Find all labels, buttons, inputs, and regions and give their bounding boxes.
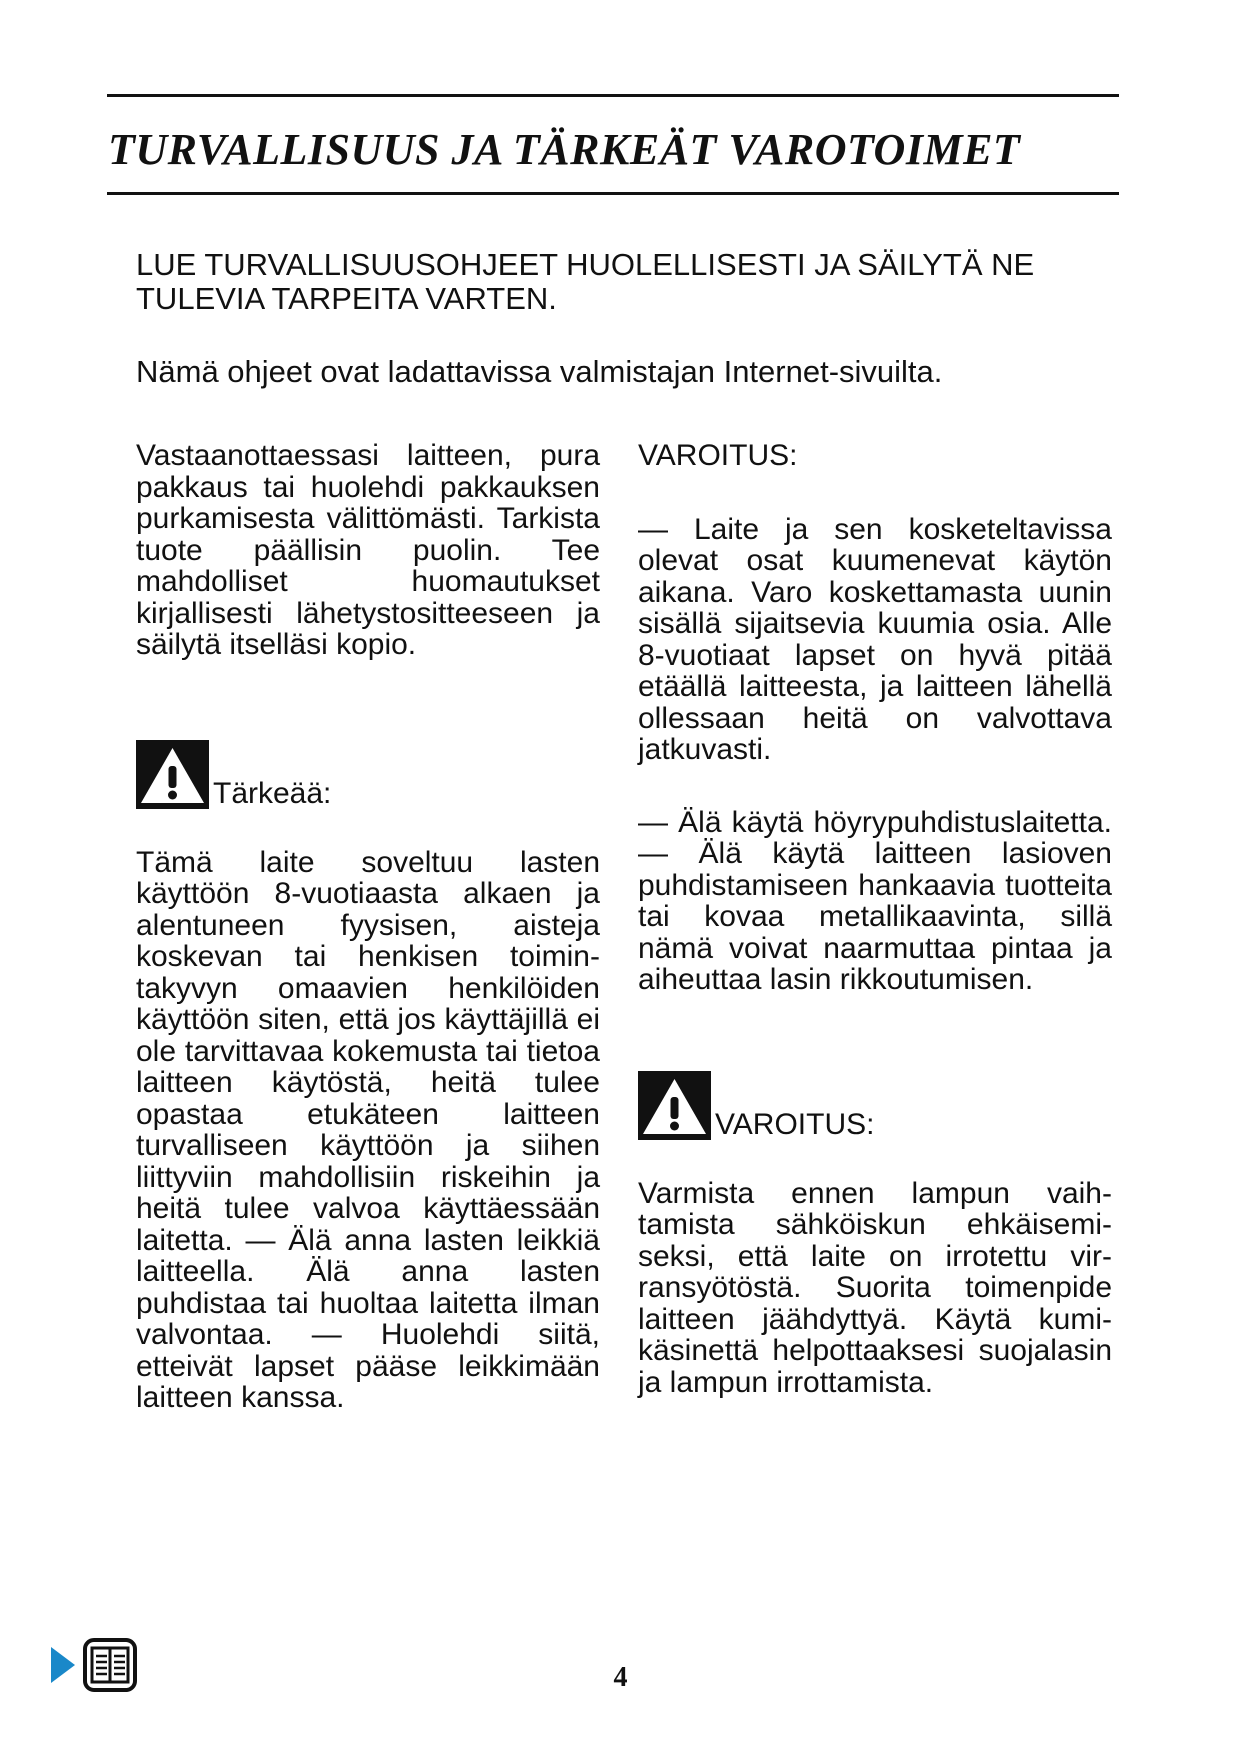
header-rule-top [107, 94, 1119, 97]
right-column [638, 440, 1112, 1398]
header-rule-bottom [107, 192, 1119, 195]
important-label: Tärkeää: [213, 776, 332, 810]
left-column [136, 440, 600, 1414]
page-number: 4 [613, 1662, 628, 1693]
lamp-paragraph: Varmista ennen lampun vaihtamista sähköiskun ehkäisemiseksi, että laite on irrotettu virransyötöstä. Suorita toimenpide laitteen jäähdyttyä. Käytä kumikäsinettä helpottaaksesi suojalasin ja lampun irrottamista. [638, 1176, 1112, 1399]
lamp-warning-heading [638, 1071, 1112, 1140]
receiving-paragraph: Vastaanottaessasi laitteen, pura pakkaus tai huolehdi pakkauksen purkamisesta välittömästi. Tarkista tuote päällisin puolin. Tee mahdolliset huomautukset kirjallisesti lähetystositteeseen ja säilytä itselläsi kopio. [136, 439, 600, 661]
page-title: TURVALLISUUS JA TÄRKEÄT VAROTOIMET [108, 125, 1021, 174]
lamp-warning-label: VAROITUS: [715, 1107, 875, 1141]
warning-triangle-icon [136, 740, 209, 809]
safety-notice: LUE TURVALLISUUSOHJEET HUOLELLISESTI JA SÄILYTÄ NE TULEVIA TARPEITA VARTEN. [136, 247, 1035, 316]
important-heading [136, 740, 600, 809]
important-paragraph: Tämä laite soveltuu lasten käyttöön 8-vuotiaasta alkaen ja alentuneen fyysisen, aisteja koskevan tai henkisen toimintakyvyn omaavien henkilöiden käyttöön siten, että jos käyttäjillä ei ole tarvittavaa kokemusta tai tietoa laitteen käytöstä, heitä tulee opastaa etukäteen laitteen turvalliseen käyttöön ja siihen liittyviin mahdollisiin riskeihin ja heitä tulee valvoa käyttäessään laitetta. — Älä anna lasten leikkiä laitteella. Älä anna lasten puhdistaa tai huoltaa laitetta ilman valvontaa. — Huolehdi siitä, etteivät lapset pääse leikkimään laitteen kanssa. [136, 845, 600, 1414]
cleaning-paragraph: — Älä käytä höyrypuhdistuslaitetta. — Älä käytä laitteen lasioven puhdistamiseen hankaavia tuotteita tai kovaa metallikaavinta, sillä nämä voivat naarmuttaa pintaa ja aiheuttaa lasin rikkoutumisen. [638, 805, 1112, 996]
warning-heading: VAROITUS: [638, 439, 798, 472]
warning-triangle-icon [638, 1071, 711, 1140]
intro-section [136, 248, 1096, 389]
hot-parts-paragraph: — Laite ja sen kosketeltavissa olevat osat kuumenevat käytön aikana. Varo koskettamasta uunin sisällä sijaitsevia kuumia osia. Alle 8-vuotiaat lapset on hyvä pitää etäällä laitteesta, ja laitteen lähellä ollessaan heitä on valvottava jatkuvasti. [638, 512, 1112, 766]
download-note: Nämä ohjeet ovat ladattavissa valmistajan Internet-sivuilta. [136, 354, 943, 389]
